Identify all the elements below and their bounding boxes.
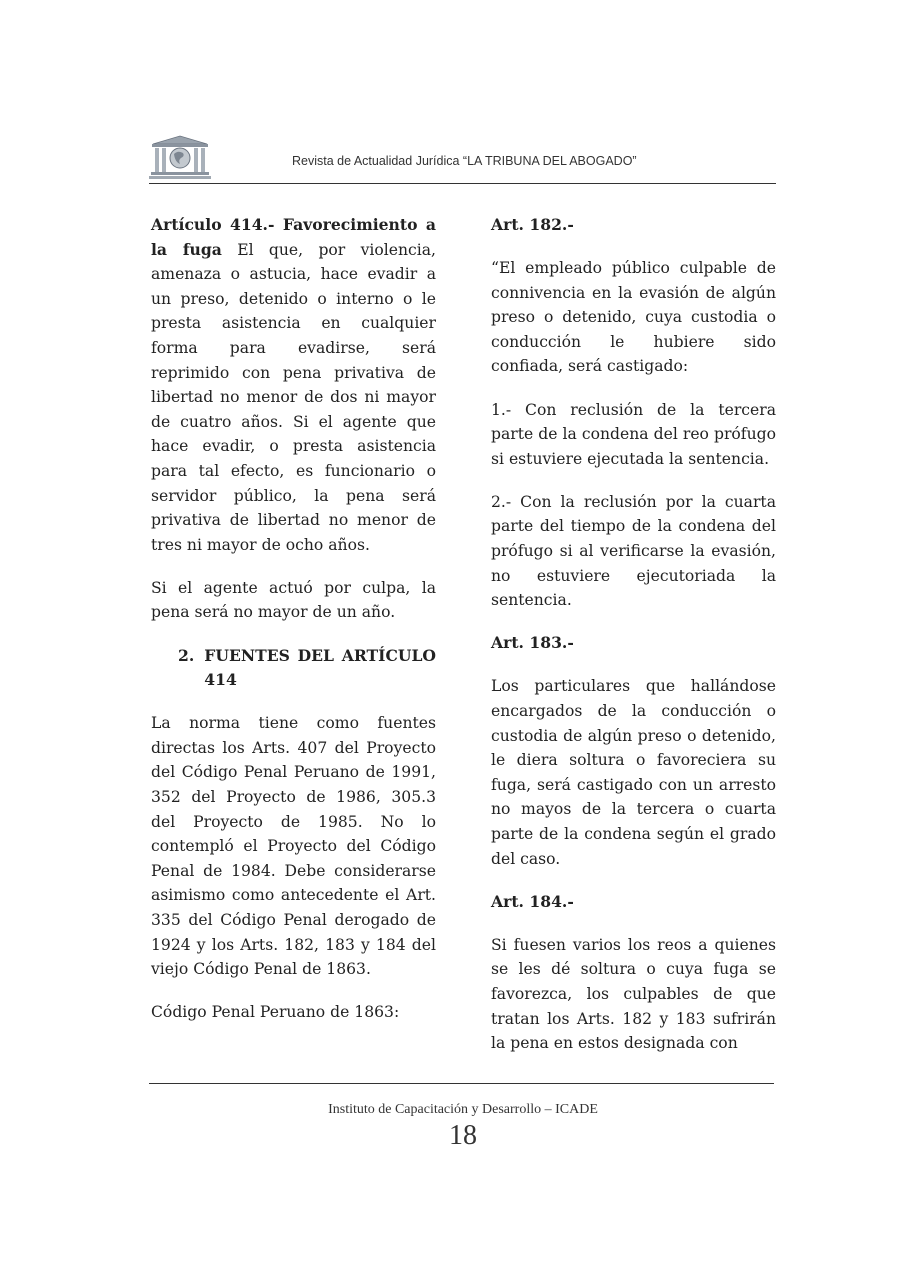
art-184-heading: Art. 184.- [491,891,574,911]
code-1863-label: Código Penal Peruano de 1863: [151,1003,400,1022]
article-414-paragraph [151,213,436,557]
art-184-text: Si fuesen varios los reos a quienes se les dé soltura o cuya fuga se favorezca, los culpables de que tratan los Arts. 182 y 183 sufrirán la pena en estos designada con [491,935,776,1053]
art-183-text: Los particulares que hallándose encargados de la conducción o custodia de algún preso o detenido, le diera soltura o favoreciera su fuga, será castigado con un arresto no mayos de la tercera o cuarta parte de la condena según el grado del caso. [491,677,776,868]
footer-divider [149,1083,774,1084]
section-title: FUENTES DEL ARTÍCULO 414 [204,645,436,690]
footer-institute: Instituto de Capacitación y Desarrollo – ICADE [328,1102,598,1117]
art-183-heading: Art. 183.- [491,633,574,653]
left-column [151,213,436,1043]
section-number: 2. [178,645,195,665]
header-title: Revista de Actualidad Jurídica “LA TRIBUNA DEL ABOGADO” [292,154,637,168]
right-column [491,213,776,1074]
icade-logo [149,134,211,182]
section-heading [178,644,436,693]
art-182-text: “El empleado público culpable de connivencia en la evasión de algún preso o detenido, cuya custodia o conducción le hubiere sido confiada, será castigado: [491,259,776,376]
culpa-paragraph: Si el agente actuó por culpa, la pena será no mayor de un año. [151,578,436,622]
page-number: 18 [449,1120,477,1151]
art-182-heading: Art. 182.- [491,215,574,234]
article-414-title: Artículo 414.- Favorecimiento a la fuga [151,215,436,259]
art-182-item-2: 2.- Con la reclusión por la cuarta parte del tiempo de la condena del prófugo si al verificarse la evasión, no estuviere ejecutoriada la sentencia. [491,492,776,610]
header-divider [149,183,776,184]
art-182-item-1: 1.- Con reclusión de la tercera parte de la condena del reo prófugo si estuviere ejecutada la sentencia. [491,400,776,468]
article-414-body: El que, por violencia, amenaza o astucia, hace evadir a un preso, detenido o interno o le presta asistencia en cualquier forma para evadirse, será reprimido con pena privativa de libertad no menor de dos ni mayor de cuatro años. Si el agente que hace evadir, o presta asistencia para tal efecto, es funcionario o servidor público, la pena será privativa de libertad no menor de tres ni mayor de ocho años. [151,240,437,554]
sources-paragraph: La norma tiene como fuentes directas los Arts. 407 del Proyecto del Código Penal Peruano de 1991, 352 del Proyecto de 1986, 305.3 del Proyecto de 1985. No lo contempló el Proyecto del Código Penal de 1984. Debe considerarse asimismo como antecedente el Art. 335 del Código Penal derogado de 1924 y los Arts. 182, 183 y 184 del viejo Código Penal de 1863. [151,714,436,979]
